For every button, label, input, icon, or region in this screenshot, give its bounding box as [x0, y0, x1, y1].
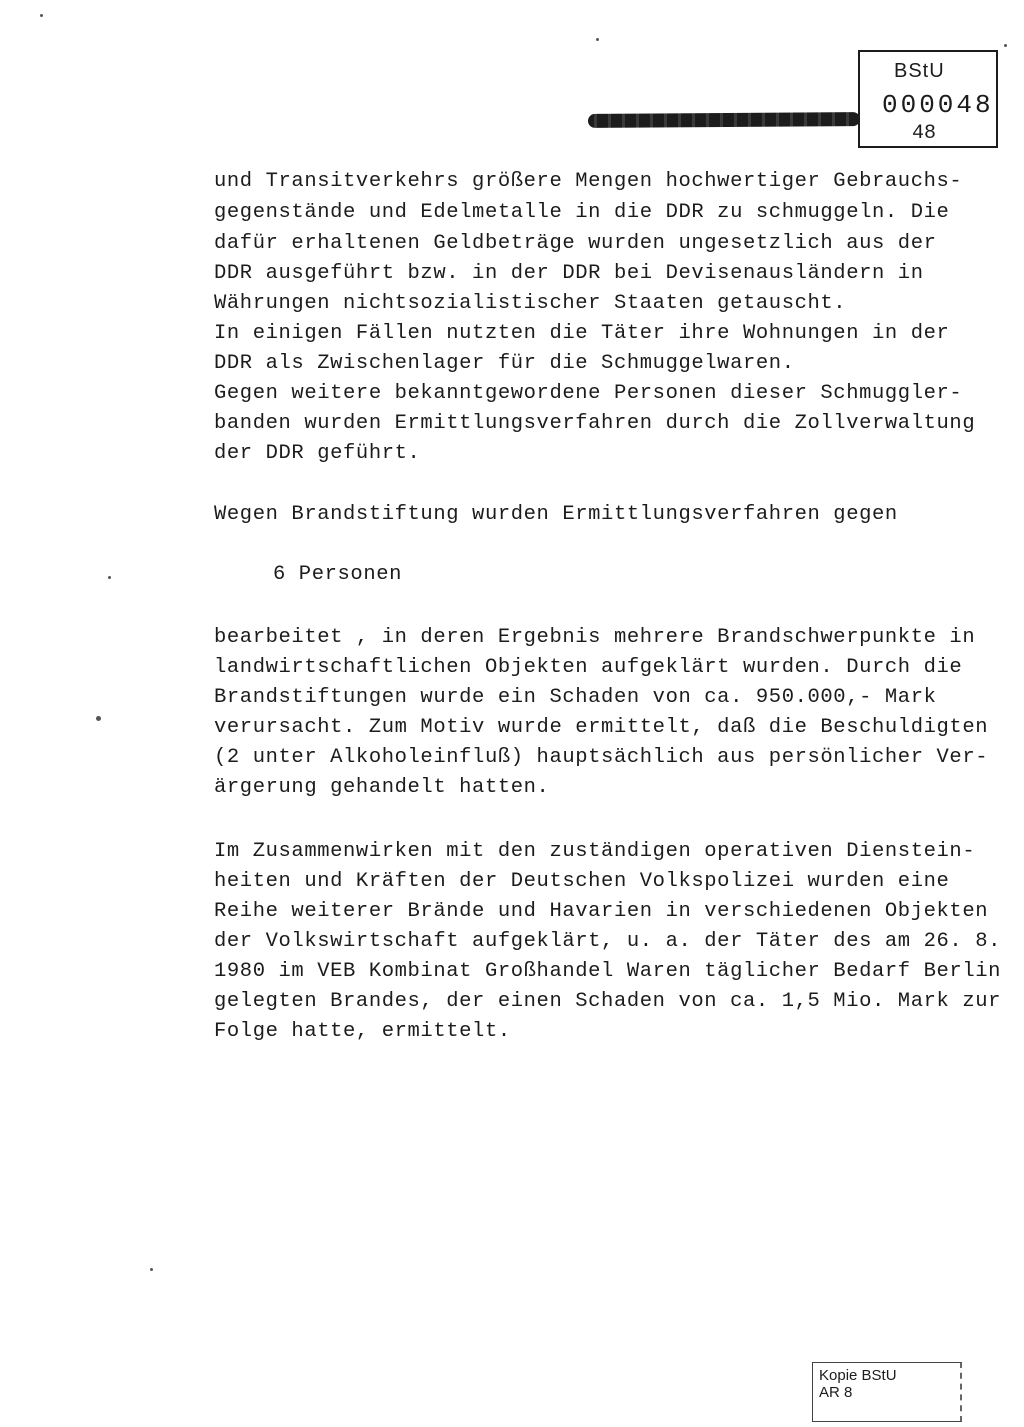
stamp-document-number: 000048 — [882, 90, 994, 120]
stamp-page-number: 48 — [912, 122, 937, 145]
scan-speck — [96, 716, 101, 721]
text-line: In einigen Fällen nutzten die Täter ihre Wohnungen in der — [214, 322, 950, 345]
text-line: Währungen nichtsozialistischer Staaten getauscht. — [214, 292, 847, 315]
scan-speck — [1004, 44, 1007, 47]
text-line: verursacht. Zum Motiv wurde ermittelt, daß die Beschuldigten — [214, 716, 989, 739]
scan-speck — [108, 576, 111, 579]
scan-speck — [150, 1268, 153, 1271]
stamp-archive-label: BStU — [894, 60, 945, 82]
text-line: landwirtschaftlichen Objekten aufgeklärt wurden. Durch die — [214, 656, 963, 679]
text-line: (2 unter Alkoholeinfluß) hauptsächlich aus persönlicher Ver- — [214, 746, 989, 769]
text-line: 1980 im VEB Kombinat Großhandel Waren täglicher Bedarf Berlin — [214, 960, 1002, 983]
scan-speck — [40, 14, 43, 17]
text-line: 6 Personen — [273, 563, 403, 586]
copy-stamp-line2: AR 8 — [819, 1384, 853, 1401]
copy-stamp-line1: Kopie BStU — [819, 1367, 897, 1384]
text-line: gelegten Brandes, der einen Schaden von ca. 1,5 Mio. Mark zur — [214, 990, 1002, 1013]
text-line: bearbeitet , in deren Ergebnis mehrere Brandschwerpunkte in — [214, 626, 976, 649]
text-line: DDR als Zwischenlager für die Schmuggelwaren. — [214, 352, 795, 375]
text-line: DDR ausgeführt bzw. in der DDR bei Devisenausländern in — [214, 262, 924, 285]
text-line: Folge hatte, ermittelt. — [214, 1020, 511, 1043]
text-line: ärgerung gehandelt hatten. — [214, 776, 550, 799]
text-line: und Transitverkehrs größere Mengen hochwertiger Gebrauchs- — [214, 170, 963, 193]
text-line: heiten und Kräften der Deutschen Volkspolizei wurden eine — [214, 870, 950, 893]
text-line: gegenstände und Edelmetalle in die DDR zu schmuggeln. Die — [214, 201, 950, 224]
scan-speck — [596, 38, 599, 41]
copy-stamp — [812, 1362, 962, 1422]
text-line: Brandstiftungen wurde ein Schaden von ca. 950.000,- Mark — [214, 686, 937, 709]
text-line: Gegen weitere bekanntgewordene Personen dieser Schmuggler- — [214, 382, 963, 405]
text-line: Wegen Brandstiftung wurden Ermittlungsverfahren gegen — [214, 503, 898, 526]
text-line: Im Zusammenwirken mit den zuständigen operativen Dienstein- — [214, 840, 976, 863]
text-line: der Volkswirtschaft aufgeklärt, u. a. der Täter des am 26. 8. — [214, 930, 1002, 953]
text-line: der DDR geführt. — [214, 442, 421, 465]
text-line: banden wurden Ermittlungsverfahren durch die Zollverwaltung — [214, 412, 976, 435]
text-line: dafür erhaltenen Geldbeträge wurden ungesetzlich aus der — [214, 232, 937, 255]
text-line: Reihe weiterer Brände und Havarien in verschiedenen Objekten — [214, 900, 989, 923]
